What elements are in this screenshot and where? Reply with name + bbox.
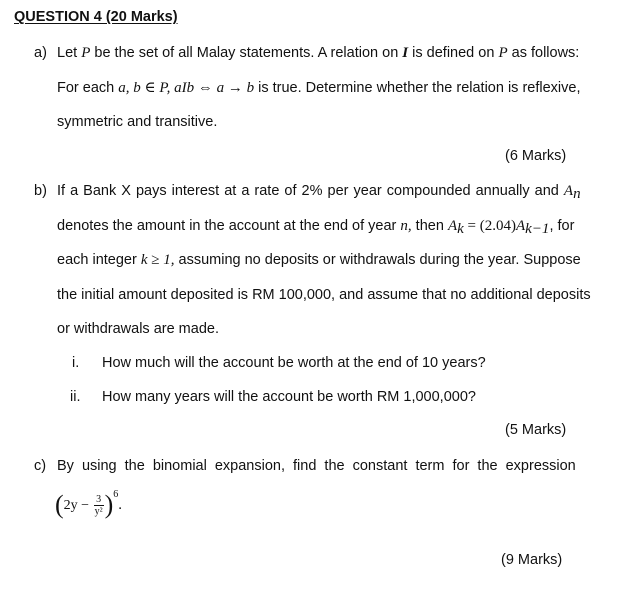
part-b-line-3: [57, 251, 581, 269]
expression-power: 6: [113, 489, 119, 500]
part-b-item-2-number: ii.: [70, 389, 81, 405]
part-b-item-1-number: i.: [72, 355, 80, 371]
part-b-label: b): [34, 183, 47, 199]
part-c-marks: (9 Marks): [501, 552, 563, 568]
part-b-text: If a Bank X pays interest at a rate of 2% per year compounded annually and: [57, 183, 564, 199]
expression-fraction: [94, 494, 104, 517]
part-b-text: , for: [549, 218, 575, 234]
math-symbol: A: [563, 183, 574, 199]
part-a-text: is true. Determine whether the relation is reflexive,: [254, 80, 581, 96]
expression-period: .: [118, 497, 122, 513]
part-b-marks: (5 Marks): [505, 422, 567, 438]
part-b-text: each integer: [57, 252, 141, 268]
part-a-marks: (6 Marks): [505, 148, 567, 164]
part-a-line-3: symmetric and transitive.: [57, 114, 218, 130]
math-expression: k ≥ 1,: [140, 252, 175, 268]
part-a-text: Let: [57, 45, 82, 61]
part-b-text: denotes the amount in the account at the end of year: [57, 218, 401, 234]
part-a-text: as follows:: [507, 45, 580, 61]
expression-close-paren: ): [104, 490, 114, 520]
math-symbol: A: [515, 218, 526, 234]
math-subscript: n: [573, 186, 581, 202]
part-b-line-4: the initial amount deposited is RM 100,000, and assume that no additional deposits: [57, 287, 591, 303]
part-b-item-1-text: How much will the account be worth at the end of 10 years?: [102, 355, 486, 371]
math-symbol: P: [81, 45, 91, 61]
part-b-line-1: [57, 182, 581, 200]
part-b-line-2: [57, 217, 574, 235]
part-a-text: be the set of all Malay statements. A relation on: [90, 45, 403, 61]
part-a-text: For each: [57, 80, 119, 96]
math-expression: = (2.04): [463, 218, 516, 234]
math-expression: a, b ∈ P, aIb ⇔ a → b: [118, 80, 255, 96]
part-a-label: a): [34, 45, 47, 61]
part-b-item-2-text: How many years will the account be worth RM 1,000,000?: [102, 389, 476, 405]
expression-term: 2y −: [63, 498, 93, 513]
math-symbol: I: [402, 45, 409, 61]
question-heading: QUESTION 4 (20 Marks): [14, 9, 178, 25]
binomial-expression: [55, 490, 122, 521]
fraction-denominator: y²: [94, 505, 103, 517]
part-b-line-5: or withdrawals are made.: [57, 321, 219, 337]
part-a-line-2: [57, 79, 580, 97]
part-a-line-1: [57, 44, 579, 62]
math-symbol: A: [447, 218, 458, 234]
part-a-text: is defined on: [408, 45, 499, 61]
math-subscript: k−1: [525, 221, 550, 237]
part-b-text: then: [411, 218, 448, 234]
expression-open-paren: (: [55, 490, 64, 520]
part-c-label: c): [34, 458, 47, 474]
fraction-numerator: 3: [94, 494, 104, 506]
part-b-text: assuming no deposits or withdrawals during the year. Suppose: [174, 252, 581, 268]
math-symbol: P: [498, 45, 508, 61]
math-symbol: n,: [400, 218, 412, 234]
part-c-line-1: By using the binomial expansion, find the constant term for the expression: [57, 458, 576, 474]
math-subscript: k: [457, 221, 464, 237]
